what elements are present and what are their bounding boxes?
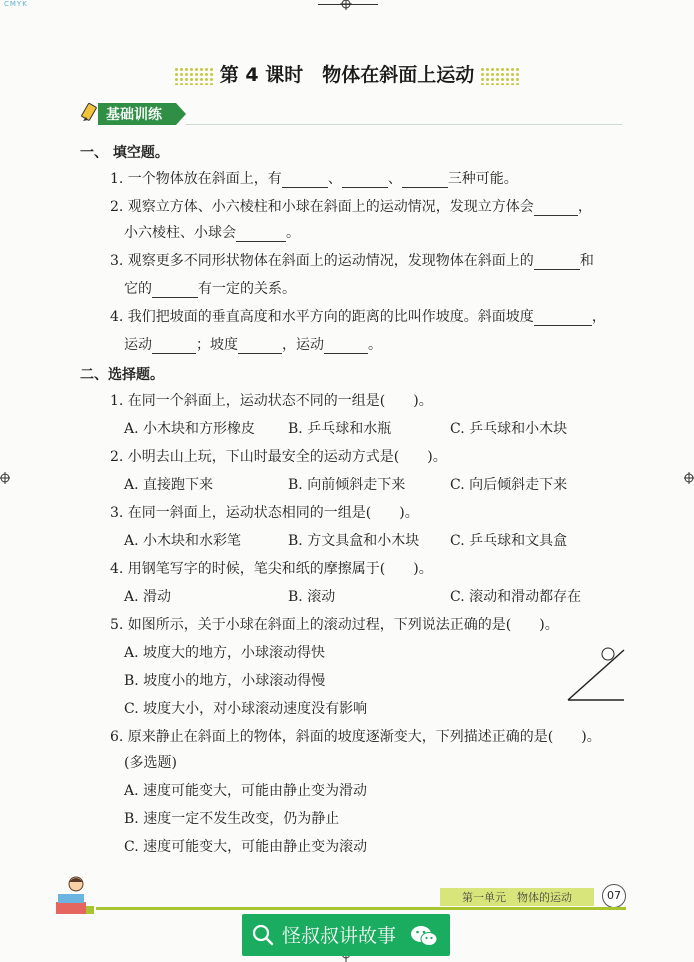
mc-q5-option-c[interactable]: C. 坡度大小，对小球滚动速度没有影响 <box>124 701 368 717</box>
answer-blank[interactable] <box>152 339 196 354</box>
footer-unit: 第一单元 物体的运动 <box>462 891 572 904</box>
registration-mark-icon <box>0 470 12 486</box>
answer-blank[interactable] <box>282 173 328 188</box>
pencil-icon <box>80 101 100 125</box>
mc-q5-option-a[interactable]: A. 坡度大的地方，小球滚动得快 <box>124 645 326 661</box>
q3-fill-line2: 它的 有一定的关系。 <box>124 281 296 297</box>
wechat-icon <box>410 925 438 947</box>
mc-q1-option-a[interactable]: A. 小木块和方形橡皮 <box>124 421 256 437</box>
mc-q4-stem: 4. 用钢笔写字的时候，笔尖和纸的摩擦属于( )。 <box>110 561 433 577</box>
watermark-text: 怪叔叔讲故事 <box>282 925 397 947</box>
footer-rule <box>96 907 626 910</box>
mc-q1-option-b[interactable]: B. 乒乓球和水瓶 <box>288 421 392 437</box>
mc-q5-stem: 5. 如图所示，关于小球在斜面上的滚动过程，下列说法正确的是( )。 <box>110 617 559 633</box>
answer-blank[interactable] <box>236 227 286 242</box>
mc-q6-option-b[interactable]: B. 速度一定不发生改变，仍为静止 <box>124 811 340 827</box>
mc-q6-note: (多选题) <box>124 755 177 771</box>
q4-fill-line1: 4. 我们把坡面的垂直高度和水平方向的距离的比叫作坡度。斜面坡度 ， <box>110 309 606 325</box>
lesson-title: 第 4 课时 物体在斜面上运动 <box>0 60 694 87</box>
answer-blank[interactable] <box>534 311 592 326</box>
mc-q2-option-c[interactable]: C. 向后倾斜走下来 <box>450 477 568 493</box>
mc-q6-option-c[interactable]: C. 速度可能变大，可能由静止变为滚动 <box>124 839 368 855</box>
mc-q4-option-a[interactable]: A. 滑动 <box>124 589 172 605</box>
mc-q6-option-a[interactable]: A. 速度可能变大，可能由静止变为滑动 <box>124 783 368 799</box>
answer-blank[interactable] <box>534 255 580 270</box>
mc-q6-stem: 6. 原来静止在斜面上的物体，斜面的坡度逐渐变大，下列描述正确的是( )。 <box>110 729 601 745</box>
section-badge-tip <box>176 103 186 125</box>
search-icon <box>252 924 274 946</box>
mc-q1-stem: 1. 在同一个斜面上，运动状态不同的一组是( )。 <box>110 393 433 409</box>
mc-q3-option-a[interactable]: A. 小木块和水彩笔 <box>124 533 242 549</box>
answer-blank[interactable] <box>534 201 578 216</box>
mc-q3-option-c[interactable]: C. 乒乓球和文具盒 <box>450 533 568 549</box>
mc-q3-option-b[interactable]: B. 方文具盒和小木块 <box>288 533 420 549</box>
mc-q4-option-c[interactable]: C. 滚动和滑动都存在 <box>450 589 582 605</box>
q4-fill-line2: 运动 ；坡度 ，运动 。 <box>124 337 382 353</box>
q1-fill: 1. 一个物体放在斜面上，有 、 、 三种可能。 <box>110 171 518 187</box>
mc-q2-option-a[interactable]: A. 直接跑下来 <box>124 477 214 493</box>
registration-mark-icon <box>682 470 694 486</box>
answer-blank[interactable] <box>238 339 282 354</box>
mc-q3-stem: 3. 在同一斜面上，运动状态相同的一组是( )。 <box>110 505 419 521</box>
section-badge-label: 基础训练 <box>106 107 162 123</box>
registration-mark-icon <box>338 0 354 14</box>
q2-fill-line2: 小六棱柱、小球会 。 <box>124 225 300 241</box>
part2-heading: 二、选择题。 <box>80 367 164 383</box>
incline-ball-figure <box>566 644 626 704</box>
section-divider <box>186 124 622 125</box>
q2-fill-line1: 2. 观察立方体、小六棱柱和小球在斜面上的运动情况，发现立方体会 ， <box>110 199 592 215</box>
decor-dots-left <box>174 67 214 85</box>
q3-fill-line1: 3. 观察更多不同形状物体在斜面上的运动情况，发现物体在斜面上的 和 <box>110 253 594 269</box>
answer-blank[interactable] <box>324 339 368 354</box>
reading-kid-illustration <box>50 872 98 918</box>
part1-heading: 一、 填空题。 <box>80 145 169 161</box>
mc-q4-option-b[interactable]: B. 滚动 <box>288 589 336 605</box>
page-number: 07 <box>602 884 626 908</box>
mc-q1-option-c[interactable]: C. 乒乓球和小木块 <box>450 421 568 437</box>
mc-q2-stem: 2. 小明去山上玩，下山时最安全的运动方式是( )。 <box>110 449 447 465</box>
decor-dots-right <box>480 67 520 85</box>
mc-q5-option-b[interactable]: B. 坡度小的地方，小球滚动得慢 <box>124 673 326 689</box>
answer-blank[interactable] <box>342 173 388 188</box>
cmyk-mark: CMYK <box>4 0 28 8</box>
answer-blank[interactable] <box>152 283 198 298</box>
answer-blank[interactable] <box>402 173 448 188</box>
mc-q2-option-b[interactable]: B. 向前倾斜走下来 <box>288 477 406 493</box>
